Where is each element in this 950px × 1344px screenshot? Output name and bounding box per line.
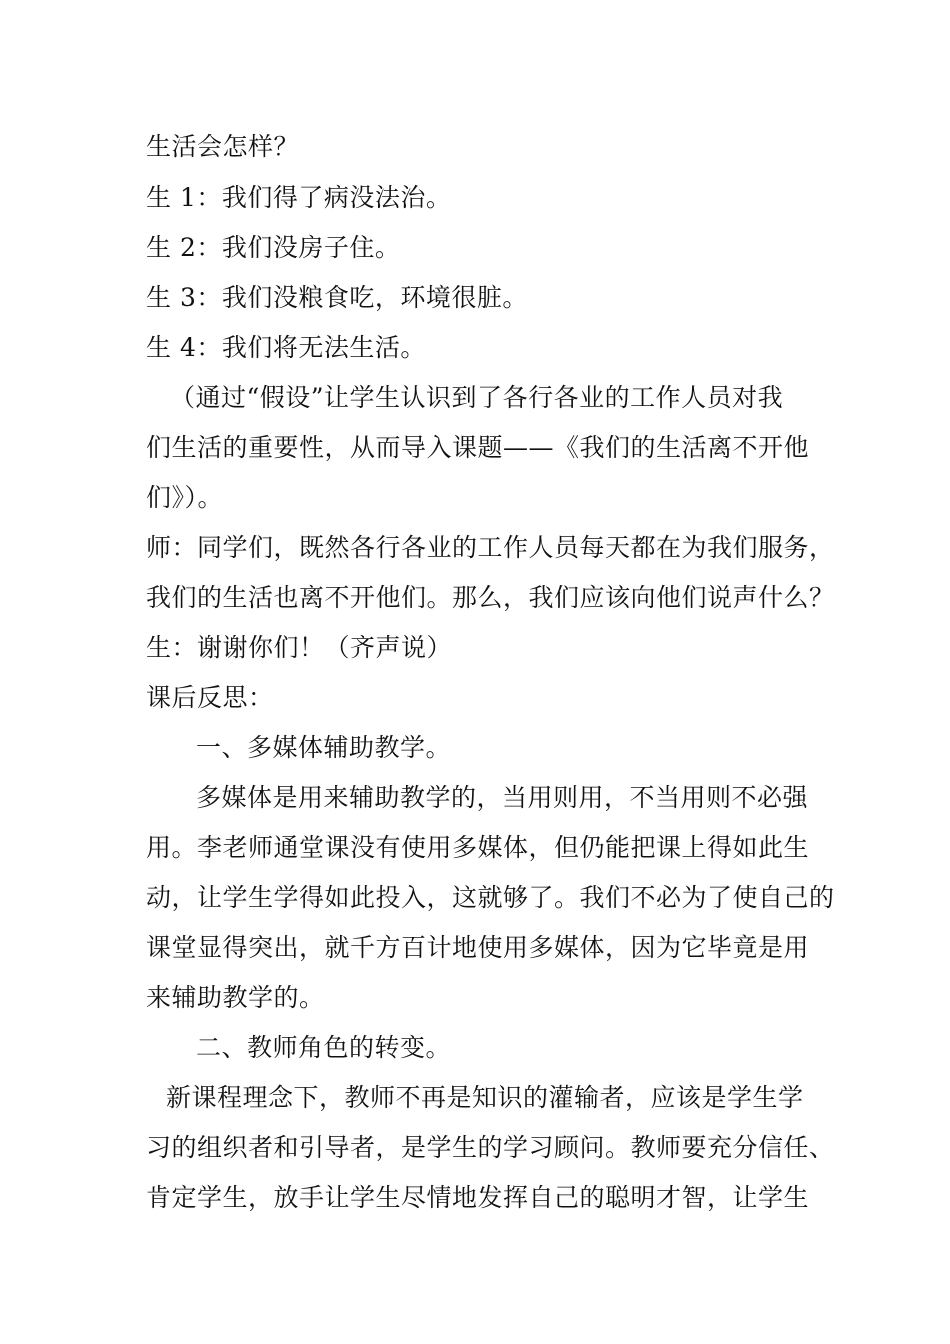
text-line: 用。李老师通堂课没有使用多媒体，但仍能把课上得如此生 [146,833,810,862]
text-line: 课堂显得突出，就千方百计地使用多媒体，因为它毕竟是用 [146,933,810,962]
text-line: 生：谢谢你们！（齐声说） [146,633,453,662]
text-line: 生活会怎样？ [146,132,300,161]
text-line: 多媒体是用来辅助教学的，当用则用，不当用则不必强 [196,783,809,812]
text-line: 新课程理念下，教师不再是知识的灌输者，应该是学生学 [166,1083,804,1112]
text-line: 我们的生活也离不开他们。那么，我们应该向他们说声什么？ [146,583,835,612]
text-line: 来辅助教学的。 [146,983,325,1012]
text-line: 们生活的重要性，从而导入课题——《我们的生活离不开他 [146,433,810,462]
text-line: 动，让学生学得如此投入，这就够了。我们不必为了使自己的 [146,883,835,912]
text-line: 肯定学生，放手让学生尽情地发挥自己的聪明才智，让学生 [146,1183,810,1212]
section-heading: 一、多媒体辅助教学。 [196,733,452,762]
section-heading: 二、教师角色的转变。 [196,1033,452,1062]
text-line: 生 4：我们将无法生活。 [146,333,426,362]
text-line: 生 2：我们没房子住。 [146,233,401,262]
text-line: 们》）。 [146,483,224,512]
text-line: 课后反思： [146,683,274,712]
text-line: 生 3：我们没粮食吃，环境很脏。 [146,283,528,312]
text-line: 师：同学们，既然各行各业的工作人员每天都在为我们服务， [146,533,835,562]
text-line: 习的组织者和引导者，是学生的学习顾问。教师要充分信任、 [146,1133,835,1162]
text-line: 生 1：我们得了病没法治。 [146,183,452,212]
text-line: （通过“假设”让学生认识到了各行各业的工作人员对我 [170,383,784,412]
